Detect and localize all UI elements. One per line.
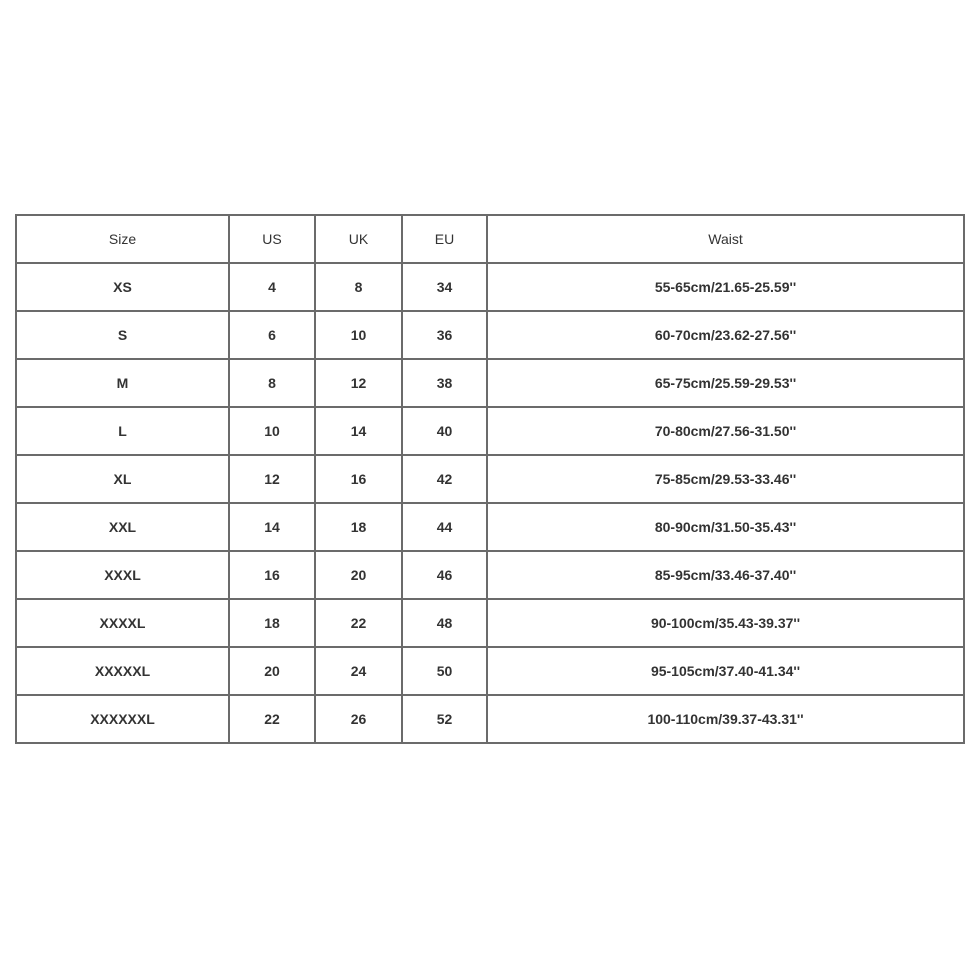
cell-size: XS	[16, 263, 229, 311]
cell-uk: 24	[315, 647, 402, 695]
cell-us: 6	[229, 311, 315, 359]
table-row	[16, 647, 964, 695]
cell-eu: 50	[402, 647, 487, 695]
cell-size: XXL	[16, 503, 229, 551]
cell-eu: 34	[402, 263, 487, 311]
cell-us: 20	[229, 647, 315, 695]
cell-us: 22	[229, 695, 315, 743]
cell-size: XXXXXXL	[16, 695, 229, 743]
cell-us: 10	[229, 407, 315, 455]
table-row	[16, 503, 964, 551]
cell-uk: 18	[315, 503, 402, 551]
cell-eu: 46	[402, 551, 487, 599]
cell-eu: 52	[402, 695, 487, 743]
cell-size: M	[16, 359, 229, 407]
cell-waist: 95-105cm/37.40-41.34''	[487, 647, 964, 695]
cell-eu: 42	[402, 455, 487, 503]
table-row	[16, 695, 964, 743]
cell-size: XXXXL	[16, 599, 229, 647]
cell-us: 8	[229, 359, 315, 407]
cell-waist: 60-70cm/23.62-27.56''	[487, 311, 964, 359]
cell-size: XL	[16, 455, 229, 503]
cell-waist: 65-75cm/25.59-29.53''	[487, 359, 964, 407]
cell-waist: 85-95cm/33.46-37.40''	[487, 551, 964, 599]
cell-size: XXXXXL	[16, 647, 229, 695]
header-waist: Waist	[487, 215, 964, 263]
cell-uk: 20	[315, 551, 402, 599]
cell-eu: 40	[402, 407, 487, 455]
table-row	[16, 599, 964, 647]
table-row	[16, 551, 964, 599]
cell-waist: 55-65cm/21.65-25.59''	[487, 263, 964, 311]
header-size: Size	[16, 215, 229, 263]
cell-waist: 100-110cm/39.37-43.31''	[487, 695, 964, 743]
cell-eu: 36	[402, 311, 487, 359]
cell-size: L	[16, 407, 229, 455]
size-chart-table	[15, 214, 965, 744]
cell-us: 4	[229, 263, 315, 311]
cell-waist: 80-90cm/31.50-35.43''	[487, 503, 964, 551]
cell-uk: 26	[315, 695, 402, 743]
table-row	[16, 311, 964, 359]
header-us: US	[229, 215, 315, 263]
cell-uk: 10	[315, 311, 402, 359]
cell-size: XXXL	[16, 551, 229, 599]
cell-uk: 16	[315, 455, 402, 503]
cell-us: 18	[229, 599, 315, 647]
table-row	[16, 263, 964, 311]
table-row	[16, 359, 964, 407]
cell-eu: 38	[402, 359, 487, 407]
cell-us: 14	[229, 503, 315, 551]
header-uk: UK	[315, 215, 402, 263]
cell-eu: 48	[402, 599, 487, 647]
cell-us: 16	[229, 551, 315, 599]
cell-eu: 44	[402, 503, 487, 551]
cell-uk: 8	[315, 263, 402, 311]
header-eu: EU	[402, 215, 487, 263]
cell-waist: 75-85cm/29.53-33.46''	[487, 455, 964, 503]
table-row	[16, 455, 964, 503]
cell-us: 12	[229, 455, 315, 503]
cell-uk: 14	[315, 407, 402, 455]
table-header-row	[16, 215, 964, 263]
cell-size: S	[16, 311, 229, 359]
table-row	[16, 407, 964, 455]
cell-uk: 12	[315, 359, 402, 407]
cell-waist: 90-100cm/35.43-39.37''	[487, 599, 964, 647]
cell-uk: 22	[315, 599, 402, 647]
cell-waist: 70-80cm/27.56-31.50''	[487, 407, 964, 455]
